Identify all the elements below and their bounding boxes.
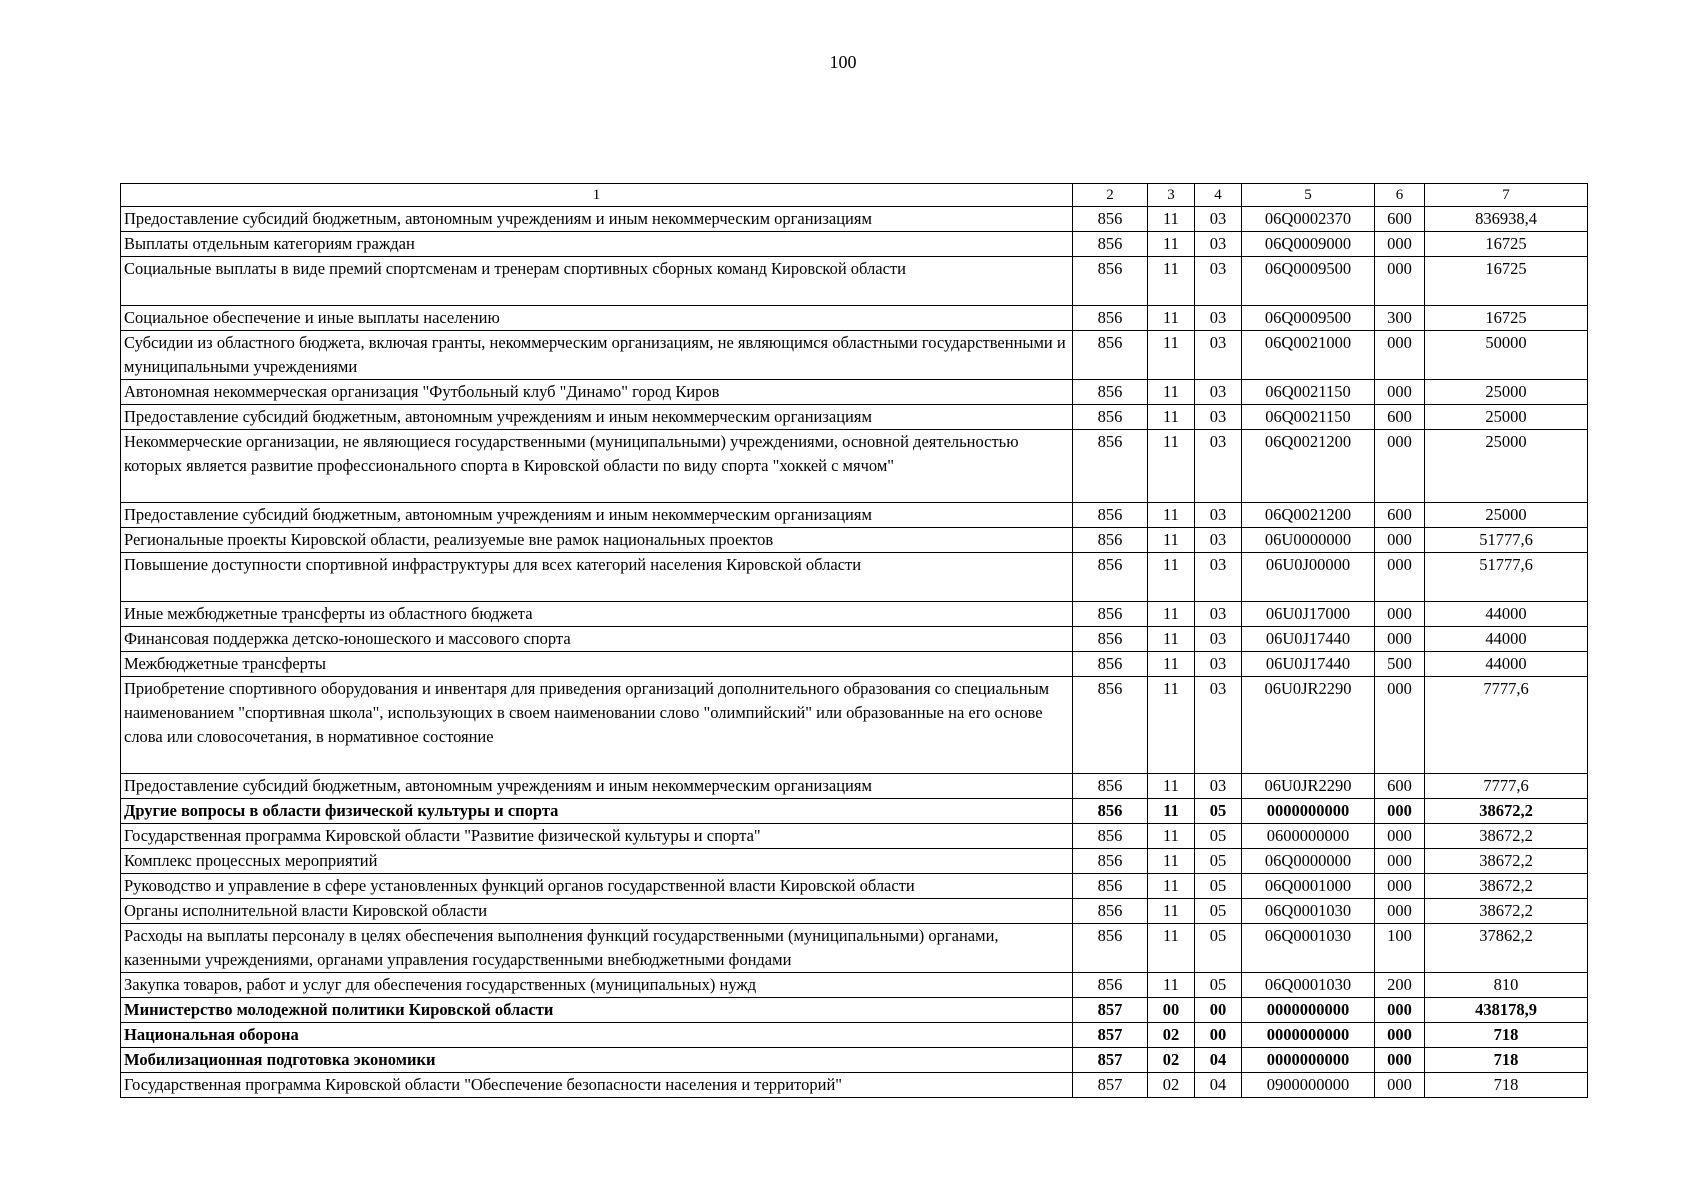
table-row [121, 207, 1588, 232]
row-target-code: 06Q0001030 [1242, 899, 1375, 924]
row-target-code: 0000000000 [1242, 799, 1375, 824]
row-name: Мобилизационная подготовка экономики [121, 1048, 1073, 1073]
table-row [121, 1023, 1588, 1048]
row-target-code: 06U0J17440 [1242, 652, 1375, 677]
row-expense-type: 000 [1375, 553, 1425, 602]
row-expense-type: 000 [1375, 331, 1425, 380]
row-expense-type: 000 [1375, 799, 1425, 824]
row-section: 11 [1148, 306, 1195, 331]
table-row [121, 232, 1588, 257]
row-target-code: 06U0000000 [1242, 528, 1375, 553]
row-amount: 44000 [1425, 627, 1588, 652]
row-subsection: 03 [1195, 331, 1242, 380]
row-subsection: 05 [1195, 973, 1242, 998]
table-row [121, 924, 1588, 973]
row-section: 11 [1148, 973, 1195, 998]
row-subsection: 03 [1195, 602, 1242, 627]
row-section: 02 [1148, 1048, 1195, 1073]
table-row [121, 627, 1588, 652]
row-section: 11 [1148, 874, 1195, 899]
row-subsection: 03 [1195, 306, 1242, 331]
row-target-code: 0000000000 [1242, 1048, 1375, 1073]
row-target-code: 06Q0009500 [1242, 306, 1375, 331]
row-section: 11 [1148, 257, 1195, 306]
row-target-code: 06Q0001030 [1242, 924, 1375, 973]
header-cell-7: 7 [1425, 184, 1588, 207]
row-expense-type: 000 [1375, 677, 1425, 774]
row-expense-type: 600 [1375, 503, 1425, 528]
row-code-main: 856 [1073, 899, 1148, 924]
row-expense-type: 000 [1375, 874, 1425, 899]
row-code-main: 856 [1073, 602, 1148, 627]
row-section: 11 [1148, 652, 1195, 677]
row-target-code: 06Q0001030 [1242, 973, 1375, 998]
row-name: Закупка товаров, работ и услуг для обеспечения государственных (муниципальных) нужд [121, 973, 1073, 998]
row-section: 11 [1148, 528, 1195, 553]
row-section: 11 [1148, 824, 1195, 849]
row-subsection: 03 [1195, 774, 1242, 799]
row-code-main: 856 [1073, 849, 1148, 874]
row-amount: 51777,6 [1425, 528, 1588, 553]
row-section: 11 [1148, 405, 1195, 430]
row-target-code: 06U0J17440 [1242, 627, 1375, 652]
row-expense-type: 300 [1375, 306, 1425, 331]
row-amount: 438178,9 [1425, 998, 1588, 1023]
row-amount: 810 [1425, 973, 1588, 998]
row-name: Государственная программа Кировской области "Обеспечение безопасности населения и территорий" [121, 1073, 1073, 1098]
header-cell-3: 3 [1148, 184, 1195, 207]
row-subsection: 03 [1195, 627, 1242, 652]
row-code-main: 856 [1073, 677, 1148, 774]
row-expense-type: 000 [1375, 824, 1425, 849]
header-cell-2: 2 [1073, 184, 1148, 207]
row-subsection: 03 [1195, 677, 1242, 774]
row-amount: 44000 [1425, 652, 1588, 677]
table-row [121, 677, 1588, 774]
row-expense-type: 000 [1375, 1048, 1425, 1073]
row-name: Предоставление субсидий бюджетным, автономным учреждениям и иным некоммерческим организациям [121, 405, 1073, 430]
header-cell-6: 6 [1375, 184, 1425, 207]
row-target-code: 0000000000 [1242, 998, 1375, 1023]
row-expense-type: 600 [1375, 405, 1425, 430]
row-subsection: 03 [1195, 652, 1242, 677]
table-row [121, 602, 1588, 627]
table-row [121, 503, 1588, 528]
row-section: 11 [1148, 207, 1195, 232]
row-amount: 7777,6 [1425, 677, 1588, 774]
header-cell-5: 5 [1242, 184, 1375, 207]
row-target-code: 06Q0001000 [1242, 874, 1375, 899]
row-amount: 25000 [1425, 405, 1588, 430]
page-number: 100 [829, 52, 857, 72]
row-name: Министерство молодежной политики Кировской области [121, 998, 1073, 1023]
row-section: 11 [1148, 430, 1195, 503]
table-row [121, 998, 1588, 1023]
row-amount: 718 [1425, 1048, 1588, 1073]
row-section: 11 [1148, 774, 1195, 799]
table-row [121, 849, 1588, 874]
row-section: 11 [1148, 380, 1195, 405]
row-amount: 25000 [1425, 503, 1588, 528]
row-name: Автономная некоммерческая организация "Футбольный клуб "Динамо" город Киров [121, 380, 1073, 405]
row-expense-type: 000 [1375, 899, 1425, 924]
row-target-code: 06Q0002370 [1242, 207, 1375, 232]
table-row [121, 824, 1588, 849]
row-section: 11 [1148, 799, 1195, 824]
row-expense-type: 600 [1375, 207, 1425, 232]
row-expense-type: 100 [1375, 924, 1425, 973]
row-code-main: 856 [1073, 430, 1148, 503]
row-code-main: 856 [1073, 257, 1148, 306]
row-section: 00 [1148, 998, 1195, 1023]
row-expense-type: 000 [1375, 380, 1425, 405]
row-code-main: 856 [1073, 627, 1148, 652]
row-amount: 25000 [1425, 380, 1588, 405]
row-name: Национальная оборона [121, 1023, 1073, 1048]
row-code-main: 857 [1073, 1073, 1148, 1098]
row-code-main: 856 [1073, 553, 1148, 602]
row-target-code: 06Q0021150 [1242, 405, 1375, 430]
row-expense-type: 000 [1375, 1073, 1425, 1098]
row-target-code: 0600000000 [1242, 824, 1375, 849]
row-expense-type: 000 [1375, 998, 1425, 1023]
row-subsection: 03 [1195, 553, 1242, 602]
table-row [121, 528, 1588, 553]
row-name: Органы исполнительной власти Кировской области [121, 899, 1073, 924]
row-name: Повышение доступности спортивной инфраструктуры для всех категорий населения Кировской области [121, 553, 1073, 602]
row-target-code: 06Q0021200 [1242, 430, 1375, 503]
row-name: Выплаты отдельным категориям граждан [121, 232, 1073, 257]
row-code-main: 856 [1073, 528, 1148, 553]
row-subsection: 05 [1195, 924, 1242, 973]
row-name: Социальное обеспечение и иные выплаты населению [121, 306, 1073, 331]
table-row [121, 899, 1588, 924]
row-name: Предоставление субсидий бюджетным, автономным учреждениям и иным некоммерческим организациям [121, 503, 1073, 528]
row-amount: 16725 [1425, 257, 1588, 306]
table-row [121, 874, 1588, 899]
row-code-main: 856 [1073, 799, 1148, 824]
row-amount: 38672,2 [1425, 799, 1588, 824]
row-code-main: 857 [1073, 998, 1148, 1023]
row-target-code: 06Q0009000 [1242, 232, 1375, 257]
table-row [121, 430, 1588, 503]
row-target-code: 06U0J17000 [1242, 602, 1375, 627]
row-amount: 50000 [1425, 331, 1588, 380]
row-code-main: 856 [1073, 652, 1148, 677]
row-subsection: 03 [1195, 528, 1242, 553]
row-expense-type: 500 [1375, 652, 1425, 677]
row-subsection: 05 [1195, 849, 1242, 874]
row-amount: 16725 [1425, 306, 1588, 331]
row-amount: 38672,2 [1425, 849, 1588, 874]
row-amount: 38672,2 [1425, 874, 1588, 899]
row-subsection: 04 [1195, 1048, 1242, 1073]
row-target-code: 06Q0021000 [1242, 331, 1375, 380]
row-code-main: 856 [1073, 503, 1148, 528]
row-name: Иные межбюджетные трансферты из областного бюджета [121, 602, 1073, 627]
row-expense-type: 000 [1375, 602, 1425, 627]
row-name: Субсидии из областного бюджета, включая гранты, некоммерческим организациям, не являющимся областными государственными и муниципальными учреждениями [121, 331, 1073, 380]
row-amount: 37862,2 [1425, 924, 1588, 973]
row-section: 11 [1148, 331, 1195, 380]
table-row [121, 799, 1588, 824]
row-expense-type: 000 [1375, 232, 1425, 257]
row-amount: 25000 [1425, 430, 1588, 503]
row-section: 02 [1148, 1023, 1195, 1048]
row-section: 11 [1148, 924, 1195, 973]
row-code-main: 856 [1073, 380, 1148, 405]
header-cell-4: 4 [1195, 184, 1242, 207]
row-target-code: 06U0JR2290 [1242, 677, 1375, 774]
row-section: 11 [1148, 602, 1195, 627]
row-expense-type: 000 [1375, 528, 1425, 553]
row-amount: 718 [1425, 1073, 1588, 1098]
table-row [121, 973, 1588, 998]
row-name: Комплекс процессных мероприятий [121, 849, 1073, 874]
row-amount: 38672,2 [1425, 899, 1588, 924]
table-row [121, 331, 1588, 380]
row-subsection: 00 [1195, 998, 1242, 1023]
row-subsection: 05 [1195, 874, 1242, 899]
row-subsection: 04 [1195, 1073, 1242, 1098]
row-amount: 836938,4 [1425, 207, 1588, 232]
row-subsection: 05 [1195, 824, 1242, 849]
row-section: 11 [1148, 627, 1195, 652]
header-cell-1: 1 [121, 184, 1073, 207]
row-code-main: 856 [1073, 924, 1148, 973]
row-section: 11 [1148, 849, 1195, 874]
row-expense-type: 000 [1375, 627, 1425, 652]
row-name: Некоммерческие организации, не являющиеся государственными (муниципальными) учреждениями, основной деятельностью которых является развитие профессионального спорта в Кировской области по виду спорта "хоккей с мячом" [121, 430, 1073, 503]
row-name: Приобретение спортивного оборудования и инвентаря для приведения организаций дополнительного образования со специальным наименованием "спортивная школа", использующих в своем наименовании слово "олимпийский" или образованные на его основе слова или словосочетания, в нормативное состояние [121, 677, 1073, 774]
row-code-main: 856 [1073, 331, 1148, 380]
row-code-main: 856 [1073, 874, 1148, 899]
row-name: Региональные проекты Кировской области, реализуемые вне рамок национальных проектов [121, 528, 1073, 553]
row-amount: 718 [1425, 1023, 1588, 1048]
row-amount: 38672,2 [1425, 824, 1588, 849]
row-expense-type: 000 [1375, 257, 1425, 306]
table-row [121, 405, 1588, 430]
row-expense-type: 000 [1375, 849, 1425, 874]
row-section: 11 [1148, 899, 1195, 924]
row-subsection: 03 [1195, 232, 1242, 257]
row-code-main: 856 [1073, 973, 1148, 998]
row-amount: 16725 [1425, 232, 1588, 257]
row-target-code: 0900000000 [1242, 1073, 1375, 1098]
row-subsection: 05 [1195, 799, 1242, 824]
row-subsection: 00 [1195, 1023, 1242, 1048]
row-name: Предоставление субсидий бюджетным, автономным учреждениям и иным некоммерческим организациям [121, 774, 1073, 799]
row-name: Предоставление субсидий бюджетным, автономным учреждениям и иным некоммерческим организациям [121, 207, 1073, 232]
row-name: Расходы на выплаты персоналу в целях обеспечения выполнения функций государственными (муниципальными) органами, казенными учреждениями, органами управления государственными внебюджетными фондами [121, 924, 1073, 973]
row-name: Финансовая поддержка детско-юношеского и массового спорта [121, 627, 1073, 652]
row-subsection: 03 [1195, 257, 1242, 306]
row-name: Государственная программа Кировской области "Развитие физической культуры и спорта" [121, 824, 1073, 849]
row-code-main: 856 [1073, 824, 1148, 849]
header-row [121, 184, 1588, 207]
row-code-main: 857 [1073, 1023, 1148, 1048]
row-code-main: 856 [1073, 306, 1148, 331]
row-section: 11 [1148, 503, 1195, 528]
row-subsection: 03 [1195, 207, 1242, 232]
row-target-code: 06Q0021150 [1242, 380, 1375, 405]
row-name: Социальные выплаты в виде премий спортсменам и тренерам спортивных сборных команд Кировской области [121, 257, 1073, 306]
row-subsection: 05 [1195, 899, 1242, 924]
row-expense-type: 200 [1375, 973, 1425, 998]
table-row [121, 553, 1588, 602]
row-target-code: 06Q0021200 [1242, 503, 1375, 528]
table-row [121, 306, 1588, 331]
table-row [121, 1073, 1588, 1098]
row-target-code: 06U0J00000 [1242, 553, 1375, 602]
row-expense-type: 000 [1375, 430, 1425, 503]
table-row [121, 774, 1588, 799]
row-section: 11 [1148, 232, 1195, 257]
row-target-code: 06Q0009500 [1242, 257, 1375, 306]
row-target-code: 0000000000 [1242, 1023, 1375, 1048]
row-target-code: 06U0JR2290 [1242, 774, 1375, 799]
row-name: Другие вопросы в области физической культуры и спорта [121, 799, 1073, 824]
row-subsection: 03 [1195, 405, 1242, 430]
row-section: 02 [1148, 1073, 1195, 1098]
budget-table [120, 183, 1588, 1098]
row-code-main: 857 [1073, 1048, 1148, 1073]
row-target-code: 06Q0000000 [1242, 849, 1375, 874]
row-code-main: 856 [1073, 405, 1148, 430]
table-row [121, 1048, 1588, 1073]
row-section: 11 [1148, 553, 1195, 602]
row-section: 11 [1148, 677, 1195, 774]
table-row [121, 652, 1588, 677]
row-name: Межбюджетные трансферты [121, 652, 1073, 677]
table-row [121, 380, 1588, 405]
row-amount: 44000 [1425, 602, 1588, 627]
row-expense-type: 000 [1375, 1023, 1425, 1048]
row-amount: 51777,6 [1425, 553, 1588, 602]
row-name: Руководство и управление в сфере установленных функций органов государственной власти Кировской области [121, 874, 1073, 899]
row-subsection: 03 [1195, 503, 1242, 528]
row-amount: 7777,6 [1425, 774, 1588, 799]
row-subsection: 03 [1195, 430, 1242, 503]
row-code-main: 856 [1073, 207, 1148, 232]
row-subsection: 03 [1195, 380, 1242, 405]
table-row [121, 257, 1588, 306]
row-code-main: 856 [1073, 232, 1148, 257]
row-code-main: 856 [1073, 774, 1148, 799]
row-expense-type: 600 [1375, 774, 1425, 799]
